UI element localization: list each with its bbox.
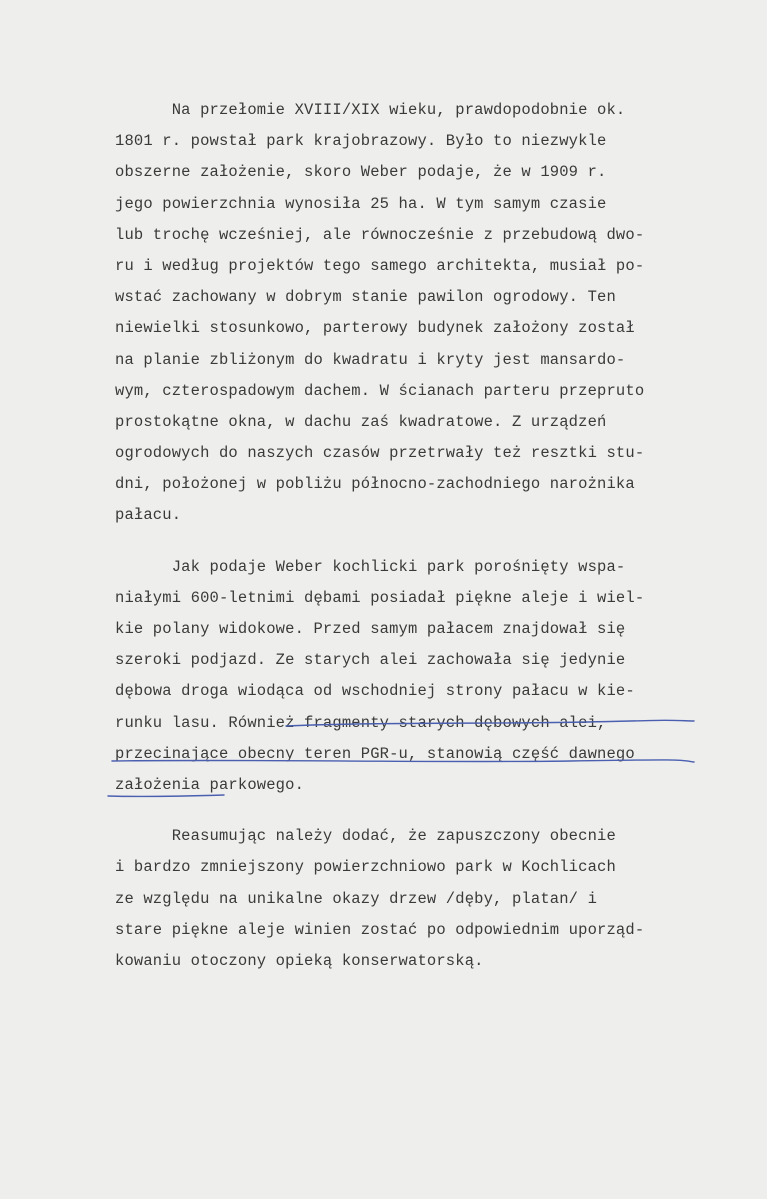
paragraph-3 <box>115 821 720 977</box>
text-line: runku lasu. Również fragmenty starych dębowych alei, <box>115 713 607 732</box>
text-line: dni, położonej w pobliżu północno-zachodniego narożnika <box>115 475 635 494</box>
text-line: niewielki stosunkowo, parterowy budynek założony został <box>115 319 635 338</box>
text-line: Na przełomie XVIII/XIX wieku, prawdopodobnie ok. <box>115 101 626 119</box>
typed-text-body <box>115 95 720 977</box>
paragraph-gap <box>115 532 720 552</box>
text-line: i bardzo zmniejszony powierzchniowo park w Kochlicach <box>115 858 616 877</box>
text-line: Reasumując należy dodać, że zapuszczony obecnie <box>115 827 616 846</box>
text-line: Jak podaje Weber kochlicki park porośnięty wspa- <box>115 557 626 576</box>
text-line: dębowa droga wiodąca od wschodniej strony pałacu w kie- <box>115 682 635 701</box>
text-line: obszerne założenie, skoro Weber podaje, że w 1909 r. <box>115 163 607 182</box>
text-line: niałymi 600-letnimi dębami posiadał piękne aleje i wiel- <box>115 588 645 607</box>
text-line: wym, czterospadowym dachem. W ścianach parteru przepruto <box>115 381 645 400</box>
text-line: ogrodowych do naszych czasów przetrwały też resztki stu- <box>115 444 645 463</box>
text-line: założenia parkowego. <box>115 775 305 794</box>
text-line: 1801 r. powstał park krajobrazowy. Było to niezwykle <box>115 132 607 151</box>
text-line: przecinające obecny teren PGR-u, stanowią część dawnego <box>115 744 635 763</box>
text-line: jego powierzchnia wynosiła 25 ha. W tym samym czasie <box>115 194 607 213</box>
text-line: stare piękne aleje winien zostać po odpowiednim uporząd- <box>115 920 645 939</box>
text-line: prostokątne okna, w dachu zaś kwadratowe. Z urządzeń <box>115 412 607 431</box>
text-line: kie polany widokowe. Przed samym pałacem znajdował się <box>115 620 626 638</box>
paragraph-gap <box>115 801 720 821</box>
text-line: lub trochę wcześniej, ale równocześnie z przebudową dwo- <box>115 225 645 244</box>
text-line: szeroki podjazd. Ze starych alei zachowała się jedynie <box>115 651 626 670</box>
text-line: ze względu na unikalne okazy drzew /dęby, platan/ i <box>115 889 598 908</box>
paragraph-2 <box>115 552 720 802</box>
text-line: wstać zachowany w dobrym stanie pawilon ogrodowy. Ten <box>115 288 616 307</box>
text-line: ru i według projektów tego samego architekta, musiał po- <box>115 256 645 275</box>
text-line: na planie zbliżonym do kwadratu i kryty jest mansardo- <box>115 350 626 369</box>
text-line: kowaniu otoczony opieką konserwatorską. <box>115 951 484 970</box>
text-line: pałacu. <box>115 506 182 525</box>
paragraph-1 <box>115 95 720 532</box>
